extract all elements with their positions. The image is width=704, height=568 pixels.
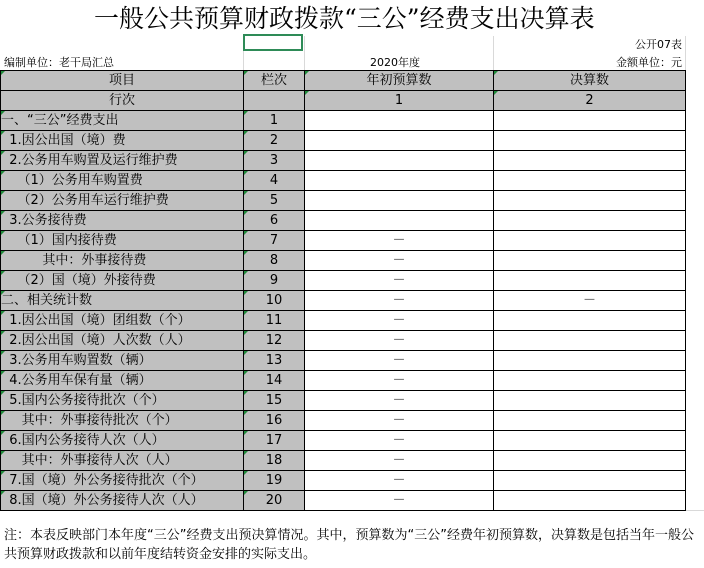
row-item-label[interactable]: （1）国内接待费 <box>1 231 244 251</box>
table-row <box>1 151 686 171</box>
budget-value[interactable]: － <box>305 351 494 371</box>
row-number[interactable]: 9 <box>244 271 305 291</box>
row-item-label[interactable]: 3.公务接待费 <box>1 211 244 231</box>
budget-value[interactable]: － <box>305 391 494 411</box>
final-value[interactable] <box>494 491 686 511</box>
final-value[interactable] <box>494 231 686 251</box>
row-item-label[interactable]: 7.国（境）外公务接待批次（个） <box>1 471 244 491</box>
row-item-label[interactable]: 5.国内公务接待批次（个） <box>1 391 244 411</box>
row-item-label[interactable]: 1.因公出国（境）团组数（个） <box>1 311 244 331</box>
final-value[interactable]: － <box>494 291 686 311</box>
header-row <box>1 71 686 91</box>
table-row <box>1 191 686 211</box>
budget-value[interactable] <box>305 151 494 171</box>
budget-value[interactable] <box>305 131 494 151</box>
budget-value[interactable]: － <box>305 431 494 451</box>
row-item-label[interactable]: 3.公务用车购置数（辆） <box>1 351 244 371</box>
row-number[interactable]: 7 <box>244 231 305 251</box>
final-value[interactable] <box>494 151 686 171</box>
form-number: 公开07表 <box>635 38 682 51</box>
final-value[interactable] <box>494 211 686 231</box>
row-item-label[interactable]: 其中：外事接待人次（人） <box>1 451 244 471</box>
row-number[interactable]: 14 <box>244 371 305 391</box>
amount-unit: 金额单位：元 <box>616 56 682 69</box>
col-index-2[interactable]: 2 <box>494 91 686 111</box>
header-index-row <box>1 91 686 111</box>
empty-cell[interactable] <box>244 91 305 111</box>
row-number[interactable]: 15 <box>244 391 305 411</box>
report-year: 2020年度 <box>370 56 420 69</box>
table-row <box>1 131 686 151</box>
final-value[interactable] <box>494 191 686 211</box>
gridline <box>685 36 686 70</box>
row-number[interactable]: 10 <box>244 291 305 311</box>
row-number[interactable]: 3 <box>244 151 305 171</box>
budget-value[interactable]: － <box>305 271 494 291</box>
table-row <box>1 411 686 431</box>
row-item-label[interactable]: 1.因公出国（境）费 <box>1 131 244 151</box>
selected-cell[interactable] <box>243 34 303 51</box>
table-row <box>1 391 686 411</box>
final-value[interactable] <box>494 451 686 471</box>
row-number[interactable]: 13 <box>244 351 305 371</box>
header-budget[interactable]: 年初预算数 <box>305 71 494 91</box>
row-item-label[interactable]: 6.国内公务接待人次（人） <box>1 431 244 451</box>
row-number[interactable]: 18 <box>244 451 305 471</box>
table-row <box>1 371 686 391</box>
budget-value[interactable]: － <box>305 251 494 271</box>
header-item[interactable]: 项目 <box>1 71 244 91</box>
budget-value[interactable] <box>305 191 494 211</box>
gridline <box>304 36 305 70</box>
final-value[interactable] <box>494 271 686 291</box>
table-row <box>1 431 686 451</box>
row-item-label[interactable]: 二、相关统计数 <box>1 291 244 311</box>
gridline <box>493 36 494 70</box>
table-row <box>1 451 686 471</box>
header-final[interactable]: 决算数 <box>494 71 686 91</box>
budget-value[interactable]: － <box>305 471 494 491</box>
final-value[interactable] <box>494 431 686 451</box>
final-value[interactable] <box>494 171 686 191</box>
budget-value[interactable]: － <box>305 311 494 331</box>
row-item-label[interactable]: 其中：外事接待费 <box>1 251 244 271</box>
row-item-label[interactable]: 2.公务用车购置及运行维护费 <box>1 151 244 171</box>
final-value[interactable] <box>494 251 686 271</box>
row-number[interactable]: 4 <box>244 171 305 191</box>
row-number[interactable]: 8 <box>244 251 305 271</box>
final-value[interactable] <box>494 411 686 431</box>
row-item-label[interactable]: 其中：外事接待批次（个） <box>1 411 244 431</box>
final-value[interactable] <box>494 331 686 351</box>
reporting-unit: 编制单位：老干局汇总 <box>4 56 114 69</box>
row-item-label[interactable]: 一、“三公”经费支出 <box>1 111 244 131</box>
row-item-label[interactable]: （1）公务用车购置费 <box>1 171 244 191</box>
table-row <box>1 491 686 511</box>
report-table <box>0 70 686 511</box>
row-item-label[interactable]: （2）国（境）外接待费 <box>1 271 244 291</box>
budget-value[interactable]: － <box>305 331 494 351</box>
row-number[interactable]: 17 <box>244 431 305 451</box>
budget-value[interactable]: － <box>305 491 494 511</box>
table-row <box>1 471 686 491</box>
final-value[interactable] <box>494 471 686 491</box>
row-item-label[interactable]: （2）公务用车运行维护费 <box>1 191 244 211</box>
row-item-label[interactable]: 4.公务用车保有量（辆） <box>1 371 244 391</box>
row-number[interactable]: 11 <box>244 311 305 331</box>
final-value[interactable] <box>494 391 686 411</box>
table-row <box>1 251 686 271</box>
final-value[interactable] <box>494 111 686 131</box>
row-number[interactable]: 2 <box>244 131 305 151</box>
row-number[interactable]: 1 <box>244 111 305 131</box>
budget-value[interactable] <box>305 171 494 191</box>
report-title: 一般公共预算财政拨款“三公”经费支出决算表 <box>94 4 595 33</box>
row-label-header[interactable]: 行次 <box>1 91 244 111</box>
row-number[interactable]: 20 <box>244 491 305 511</box>
table-row <box>1 231 686 251</box>
final-value[interactable] <box>494 311 686 331</box>
table-row <box>1 291 686 311</box>
row-number[interactable]: 16 <box>244 411 305 431</box>
budget-value[interactable]: － <box>305 231 494 251</box>
row-number[interactable]: 6 <box>244 211 305 231</box>
budget-value[interactable] <box>305 111 494 131</box>
budget-value[interactable]: － <box>305 291 494 311</box>
table-row <box>1 211 686 231</box>
row-item-label[interactable]: 8.国（境）外公务接待人次（人） <box>1 491 244 511</box>
final-value[interactable] <box>494 351 686 371</box>
budget-value[interactable]: － <box>305 371 494 391</box>
row-item-label[interactable]: 2.因公出国（境）人次数（人） <box>1 331 244 351</box>
row-number[interactable]: 19 <box>244 471 305 491</box>
final-value[interactable] <box>494 371 686 391</box>
final-value[interactable] <box>494 131 686 151</box>
budget-value[interactable] <box>305 211 494 231</box>
footnote: 注：本表反映部门本年度“三公”经费支出预决算情况。其中，预算数为“三公”经费年初预算数，决算数是包括当年一般公共预算财政拨款和以前年度结转资金安排的实际支出。 <box>4 528 694 562</box>
table-row <box>1 331 686 351</box>
table-row <box>1 351 686 371</box>
table-row <box>1 311 686 331</box>
col-index-1[interactable]: 1 <box>305 91 494 111</box>
budget-value[interactable]: － <box>305 451 494 471</box>
table-row <box>1 171 686 191</box>
table-row <box>1 111 686 131</box>
header-row-no[interactable]: 栏次 <box>244 71 305 91</box>
row-number[interactable]: 12 <box>244 331 305 351</box>
row-number[interactable]: 5 <box>244 191 305 211</box>
budget-value[interactable]: － <box>305 411 494 431</box>
table-row <box>1 271 686 291</box>
